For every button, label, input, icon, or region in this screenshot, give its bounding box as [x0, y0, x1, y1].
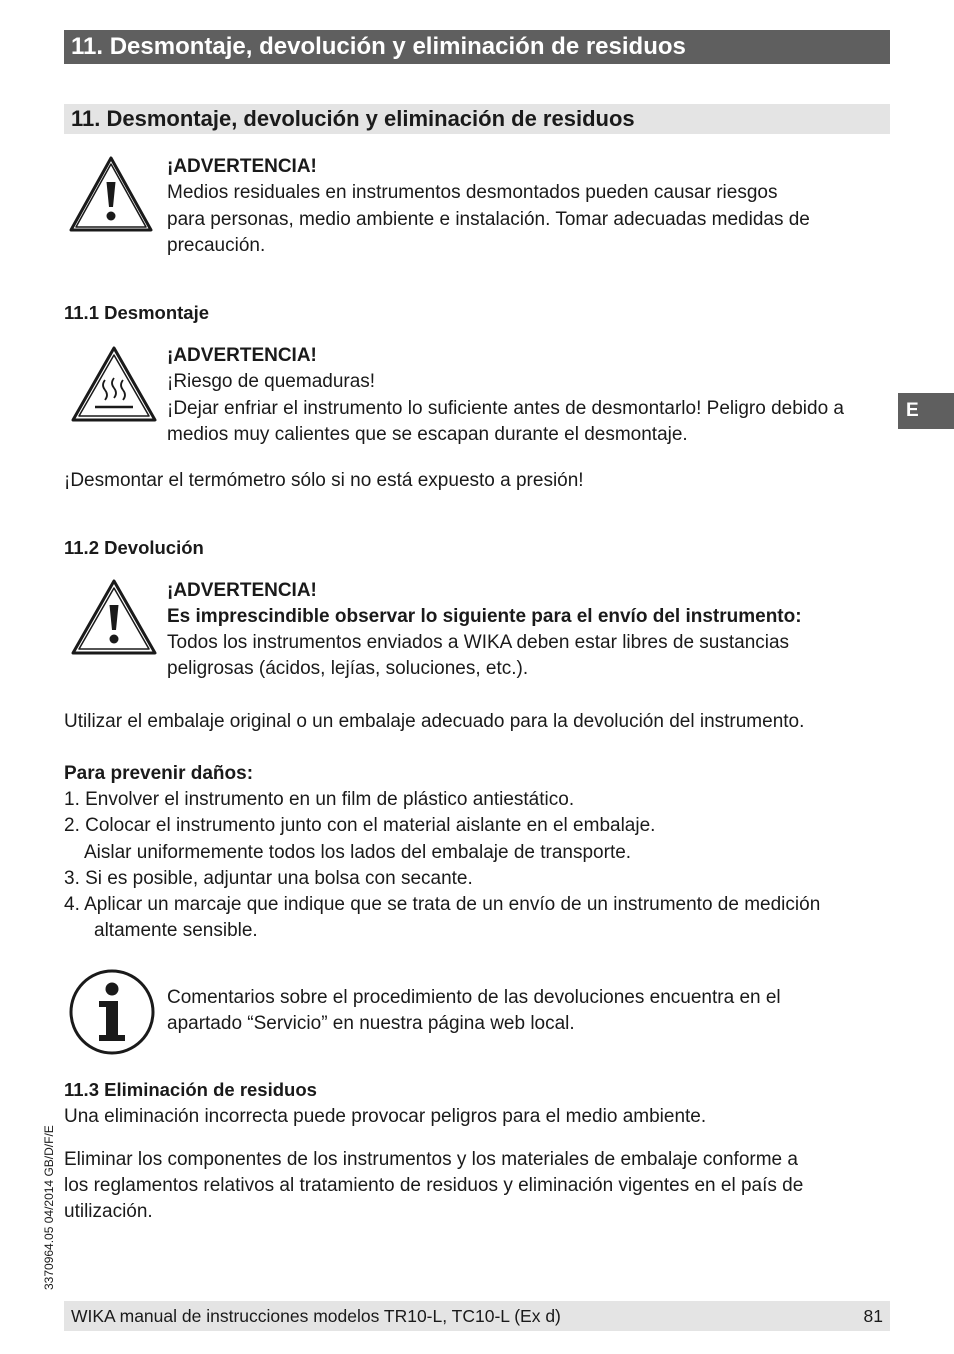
body-paragraph: ¡Desmontar el termómetro sólo si no está expuesto a presión!	[64, 470, 584, 491]
subsection-title: 11.2 Devolución	[64, 537, 204, 558]
list-item: 1. Envolver el instrumento en un film de plástico antiestático.	[64, 789, 575, 810]
warning-text-line: peligrosas (ácidos, lejías, soluciones, etc.).	[167, 658, 529, 679]
document-code: 3370964.05 04/2014 GB/D/F/E	[42, 1125, 56, 1290]
chapter-header: 11. Desmontaje, devolución y eliminación de residuos	[64, 30, 890, 64]
subsection-title: 11.3 Eliminación de residuos	[64, 1079, 317, 1100]
info-text-line: apartado “Servicio” en nuestra página web local.	[167, 1013, 575, 1034]
warning-triangle-icon	[68, 155, 154, 233]
info-text-line: Comentarios sobre el procedimiento de las devoluciones encuentra en el	[167, 987, 781, 1008]
list-item: 4. Aplicar un marcaje que indique que se trata de un envío de un instrumento de medición	[64, 894, 821, 915]
body-paragraph: Una eliminación incorrecta puede provocar peligros para el medio ambiente.	[64, 1106, 707, 1127]
section-title: 11. Desmontaje, devolución y eliminación de residuos	[64, 104, 890, 134]
footer-text: WIKA manual de instrucciones modelos TR10-L, TC10-L (Ex d)	[71, 1306, 561, 1326]
language-tab: E	[898, 393, 954, 429]
body-paragraph-line: utilización.	[64, 1201, 153, 1222]
list-item: 2. Colocar el instrumento junto con el material aislante en el embalaje.	[64, 815, 656, 836]
list-heading: Para prevenir daños:	[64, 763, 254, 784]
warning-text-line: medios muy calientes que se escapan durante el desmontaje.	[167, 424, 688, 445]
warning-label: ¡ADVERTENCIA!	[167, 580, 317, 601]
warning-text-line: Todos los instrumentos enviados a WIKA deben estar libres de sustancias	[167, 632, 790, 653]
body-paragraph: Utilizar el embalaje original o un embalaje adecuado para la devolución del instrumento.	[64, 711, 805, 732]
warning-label: ¡ADVERTENCIA!	[167, 156, 317, 177]
page-number: 81	[863, 1306, 883, 1326]
subsection-title: 11.1 Desmontaje	[64, 302, 209, 323]
warning-text-line: para personas, medio ambiente e instalación. Tomar adecuadas medidas de	[167, 209, 810, 230]
list-item: 3. Si es posible, adjuntar una bolsa con secante.	[64, 868, 473, 889]
warning-text-line: ¡Riesgo de quemaduras!	[167, 371, 376, 392]
warning-text-line: Medios residuales en instrumentos desmontados pueden causar riesgos	[167, 182, 778, 203]
warning-bold-line: Es imprescindible observar lo siguiente para el envío del instrumento:	[167, 606, 802, 627]
body-paragraph-line: Eliminar los componentes de los instrumentos y los materiales de embalaje conforme a	[64, 1149, 798, 1170]
warning-text-line: precaución.	[167, 235, 266, 256]
warning-text-line: ¡Dejar enfriar el instrumento lo suficiente antes de desmontarlo! Peligro debido a	[167, 398, 844, 419]
hot-surface-warning-icon	[70, 345, 158, 423]
list-item-continuation: altamente sensible.	[94, 920, 258, 941]
info-icon	[68, 968, 156, 1056]
warning-triangle-icon	[70, 578, 158, 656]
list-item-continuation: Aislar uniformemente todos los lados del embalaje de transporte.	[84, 842, 632, 863]
footer	[64, 1301, 890, 1331]
body-paragraph-line: los reglamentos relativos al tratamiento de residuos y eliminación vigentes en el país de	[64, 1175, 804, 1196]
warning-label: ¡ADVERTENCIA!	[167, 345, 317, 366]
